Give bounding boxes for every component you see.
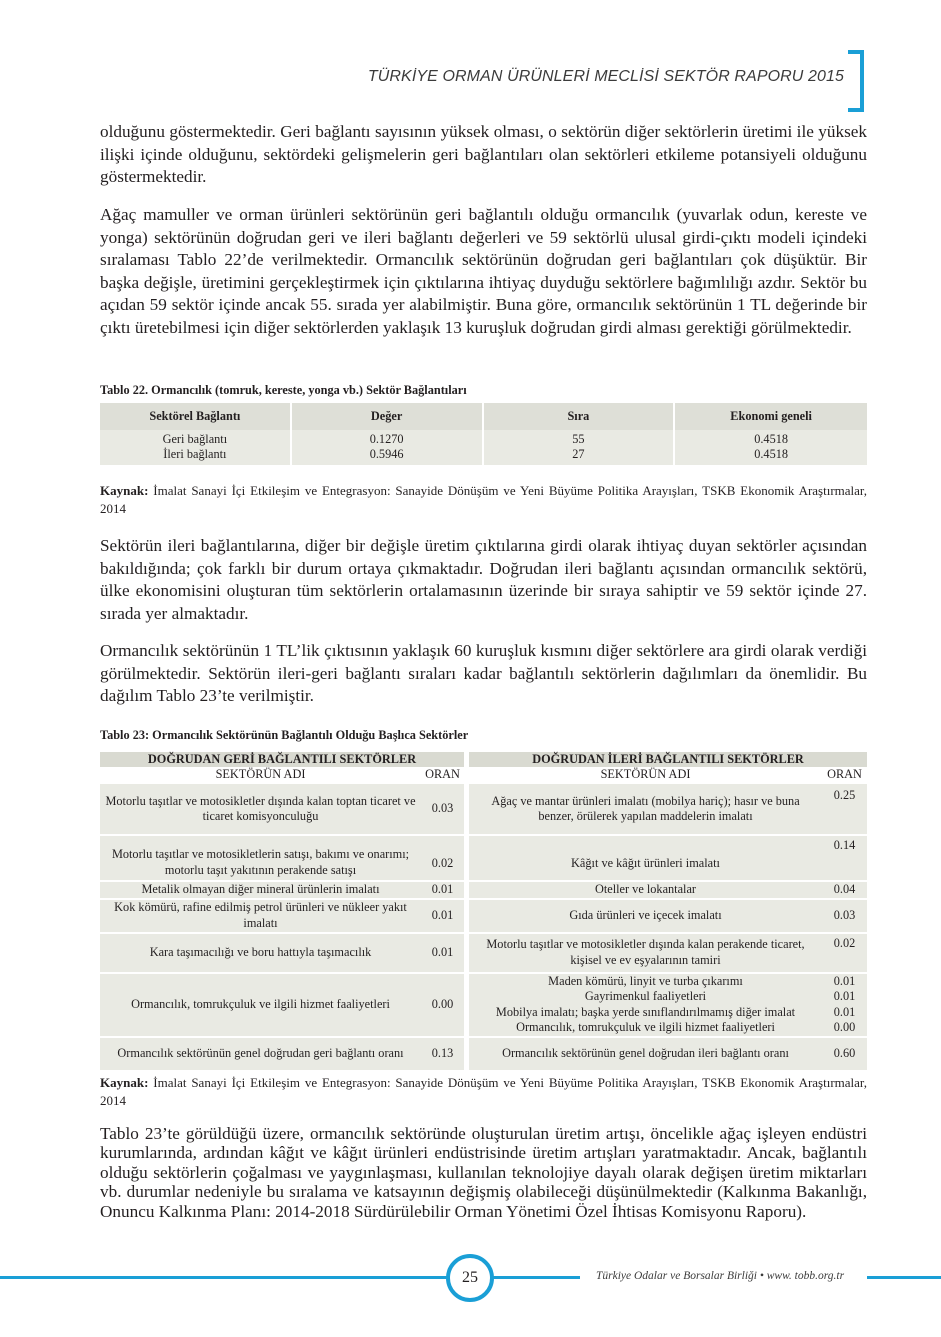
- table23-left-ratio: 0.01: [421, 900, 469, 934]
- table22-cell: 27: [484, 447, 676, 465]
- table23-right-sector: Motorlu taşıtlar ve motosikletler dışında kalan perakende ticaret, kişisel ve ev eşyalarının tamiri: [469, 934, 822, 974]
- footer-rule-middle: [493, 1276, 580, 1279]
- table23-right-ratio: 0.25: [822, 784, 867, 836]
- table-row: [100, 1038, 867, 1072]
- table22-cell: 0.1270: [292, 430, 484, 447]
- table23-left-sector: Motorlu taşıtlar ve motosikletler dışında kalan toptan ticaret ve ticaret komisyonculuğu: [100, 784, 421, 836]
- table23-group-header-row: [100, 752, 867, 767]
- table22-header: Değer: [292, 403, 484, 430]
- footer-rule-left: [0, 1276, 448, 1279]
- source-label: Kaynak:: [100, 1075, 149, 1090]
- table-row: [100, 974, 867, 990]
- table23-right-sector: Gayrimenkul faaliyetleri: [469, 989, 822, 1005]
- table22-cell: 55: [484, 430, 676, 447]
- table23-left-sector: Kara taşımacılığı ve boru hattıyla taşımacılık: [100, 934, 421, 974]
- table-row: [100, 934, 867, 974]
- table23-left-ratio: 0.03: [421, 784, 469, 836]
- table22-header: Sektörel Bağlantı: [100, 403, 292, 430]
- table23-left-ratio: 0.00: [421, 974, 469, 1038]
- footer-rule-right: [867, 1276, 941, 1279]
- table23-right-ratio: 0.01: [822, 1005, 867, 1021]
- table23-right-sector: Gıda ürünleri ve içecek imalatı: [469, 900, 822, 934]
- table22-cell: Geri bağlantı: [100, 430, 292, 447]
- table-row: [100, 784, 867, 836]
- header-bracket-decoration: [848, 50, 864, 112]
- table-row: [100, 836, 867, 882]
- table23-right-ratio: 0.02: [822, 934, 867, 974]
- table23-right-title: DOĞRUDAN İLERİ BAĞLANTILI SEKTÖRLER: [469, 752, 867, 767]
- table-22: [100, 403, 867, 465]
- table22-cell: 0.4518: [675, 447, 867, 465]
- table23-right-sector: Oteller ve lokantalar: [469, 882, 822, 900]
- table-row: [100, 900, 867, 934]
- table22-source: [100, 482, 867, 518]
- table23-col-name: SEKTÖRÜN ADI: [100, 767, 421, 784]
- table23-right-ratio: 0.01: [822, 974, 867, 990]
- table22-cell: İleri bağlantı: [100, 447, 292, 465]
- table-row: [100, 882, 867, 900]
- source-text: İmalat Sanayi İçi Etkileşim ve Entegrasyon: Sanayide Dönüşüm ve Yeni Büyüme Politika Arayışları, TSKB Ekonomik Araştırmalar, 2014: [100, 483, 867, 516]
- table22-caption: Tablo 22. Ormancılık (tomruk, kereste, yonga vb.) Sektör Bağlantıları: [100, 383, 467, 397]
- table22-cell: 0.5946: [292, 447, 484, 465]
- table22-header: Ekonomi geneli: [675, 403, 867, 430]
- table23-right-sector: Maden kömürü, linyit ve turba çıkarımı: [469, 974, 822, 990]
- table23-left-sector: Kok kömürü, rafine edilmiş petrol ürünleri ve nükleer yakıt imalatı: [100, 900, 421, 934]
- source-label: Kaynak:: [100, 483, 149, 498]
- table22-cell: 0.4518: [675, 430, 867, 447]
- table23-right-ratio: 0.01: [822, 989, 867, 1005]
- table23-right-ratio: 0.60: [822, 1038, 867, 1072]
- table23-col-ratio: ORAN: [822, 767, 867, 784]
- table23-right-sector: Ormancılık, tomrukçuluk ve ilgili hizmet faaliyetleri: [469, 1020, 822, 1038]
- table-row: [100, 447, 867, 465]
- table23-col-name: SEKTÖRÜN ADI: [469, 767, 822, 784]
- paragraph-4: Ormancılık sektörünün 1 TL’lik çıktısının yaklaşık 60 kuruşluk kısmını diğer sektörlere ara girdi olarak verdiği görülmektedir. Sektörün ileri-geri bağlantı sıraları kadar bağlantılı sektörlerin dağılımları da önemlidir. Bu dağılım Tablo 23’te verilmiştir.: [100, 641, 867, 706]
- paragraph-5: Tablo 23’te görüldüğü üzere, ormancılık sektöründe oluşturulan üretim artışı, öncelikle ağaç işleyen endüstri kurumlarında, ardından kâğıt ve kâğıt ürünleri endüstrisinde üretim artışları yaratmaktadır. Ancak, bağlantılı olduğu sektörlerin çoğalması ve yaygınlaşması, kullanılan teknolojiye dayalı olarak değişen üretim miktarları vb. durumlar nedeniyle bu sıralama ve katsayının değişmiş olabileceği düşünülmektedir (Kalkınma Bakanlığı, Onuncu Kalkınma Planı: 2014-2018 Sürdürülebilir Orman Yönetimi Özel İhtisas Komisyonu Raporu).: [100, 1124, 867, 1221]
- table23-right-ratio: 0.00: [822, 1020, 867, 1038]
- table23-left-sector: Ormancılık, tomrukçuluk ve ilgili hizmet faaliyetleri: [100, 974, 421, 1038]
- paragraph-3: Sektörün ileri bağlantılarına, diğer bir değişle üretim çıktılarına girdi olarak ihtiyaç duyan sektörler açısından bakıldığında; çok farklı bir durum ortaya çıkmaktadır. Doğrudan ileri bağlantı açısından ormancılık sektörü, ülke ekonomisini oluşturan tüm sektörlerin ortalamasının üzerinde bir sıraya sahiptir ve 59 sektör içinde 27. sırada yer almaktadır.: [100, 536, 867, 623]
- source-text: İmalat Sanayi İçi Etkileşim ve Entegrasyon: Sanayide Dönüşüm ve Yeni Büyüme Politika Arayışları, TSKB Ekonomik Araştırmalar, 2014: [100, 1075, 867, 1108]
- table23-col-ratio: ORAN: [421, 767, 469, 784]
- table23-left-ratio: 0.01: [421, 882, 469, 900]
- table23-left-ratio: 0.13: [421, 1038, 469, 1072]
- table23-left-ratio: 0.02: [421, 836, 469, 882]
- running-header: TÜRKİYE ORMAN ÜRÜNLERİ MECLİSİ SEKTÖR RAPORU 2015: [367, 68, 844, 85]
- table23-right-ratio: 0.14: [822, 836, 867, 882]
- table23-left-sector: Ormancılık sektörünün genel doğrudan geri bağlantı oranı: [100, 1038, 421, 1072]
- table23-column-header-row: [100, 767, 867, 784]
- table23-right-ratio: 0.04: [822, 882, 867, 900]
- table23-right-sector: Kâğıt ve kâğıt ürünleri imalatı: [469, 836, 822, 882]
- table23-source: [100, 1074, 867, 1110]
- table22-header: Sıra: [484, 403, 676, 430]
- paragraph-1: olduğunu göstermektedir. Geri bağlantı sayısının yüksek olması, o sektörün diğer sektörlerin üretimi ile yüksek ilişki içinde olduğunu, sektördeki gelişmelerin geri bağlantıları olan sektörleri etkileme potansiyeli olduğunu göstermektedir.: [100, 122, 867, 187]
- table23-caption: Tablo 23: Ormancılık Sektörünün Bağlantılı Olduğu Başlıca Sektörler: [100, 728, 469, 742]
- table23-right-ratio: 0.03: [822, 900, 867, 934]
- table23-left-ratio: 0.01: [421, 934, 469, 974]
- footer-publisher: Türkiye Odalar ve Borsalar Birliği • www. tobb.org.tr: [596, 1270, 845, 1282]
- table-23: [100, 752, 867, 1072]
- page-number: 25: [446, 1254, 494, 1302]
- table23-left-title: DOĞRUDAN GERİ BAĞLANTILI SEKTÖRLER: [100, 752, 469, 767]
- table-row: [100, 430, 867, 447]
- table23-right-sector: Ormancılık sektörünün genel doğrudan ileri bağlantı oranı: [469, 1038, 822, 1072]
- table23-right-sector: Ağaç ve mantar ürünleri imalatı (mobilya hariç); hasır ve buna benzer, örülerek yapılan maddelerin imalatı: [469, 784, 822, 836]
- table23-right-sector: Mobilya imalatı; başka yerde sınıflandırılmamış diğer imalat: [469, 1005, 822, 1021]
- paragraph-2: Ağaç mamuller ve orman ürünleri sektörünün geri bağlantılı olduğu ormancılık (yuvarlak odun, kereste ve yonga) sektörünün doğrudan geri ve ileri bağlantı değerleri ve 59 sektörlü ulusal girdi-çıktı modeli içindeki sıralaması Tablo 22’de verilmektedir. Ormancılık sektörünün doğrudan geri bağlantıları çok düşüktür. Bir başka değişle, üretimini gerçekleştirmek için çıktılarına ihtiyaç duyduğu sektörlere bağımlılığı azdır. Sektör bu açıdan 59 sektör içinde ancak 55. sırada yer alabilmiştir. Buna göre, ormancılık sektörünün 1 TL değerinde bir çıktı üretebilmesi için diğer sektörlerden yaklaşık 13 kuruşluk doğrudan girdi alması gerektiği görülmektedir.: [100, 205, 867, 337]
- table23-left-sector: Metalik olmayan diğer mineral ürünlerin imalatı: [100, 882, 421, 900]
- table23-left-sector: Motorlu taşıtlar ve motosikletlerin satışı, bakımı ve onarımı; motorlu taşıt yakıtının perakende satışı: [100, 836, 421, 882]
